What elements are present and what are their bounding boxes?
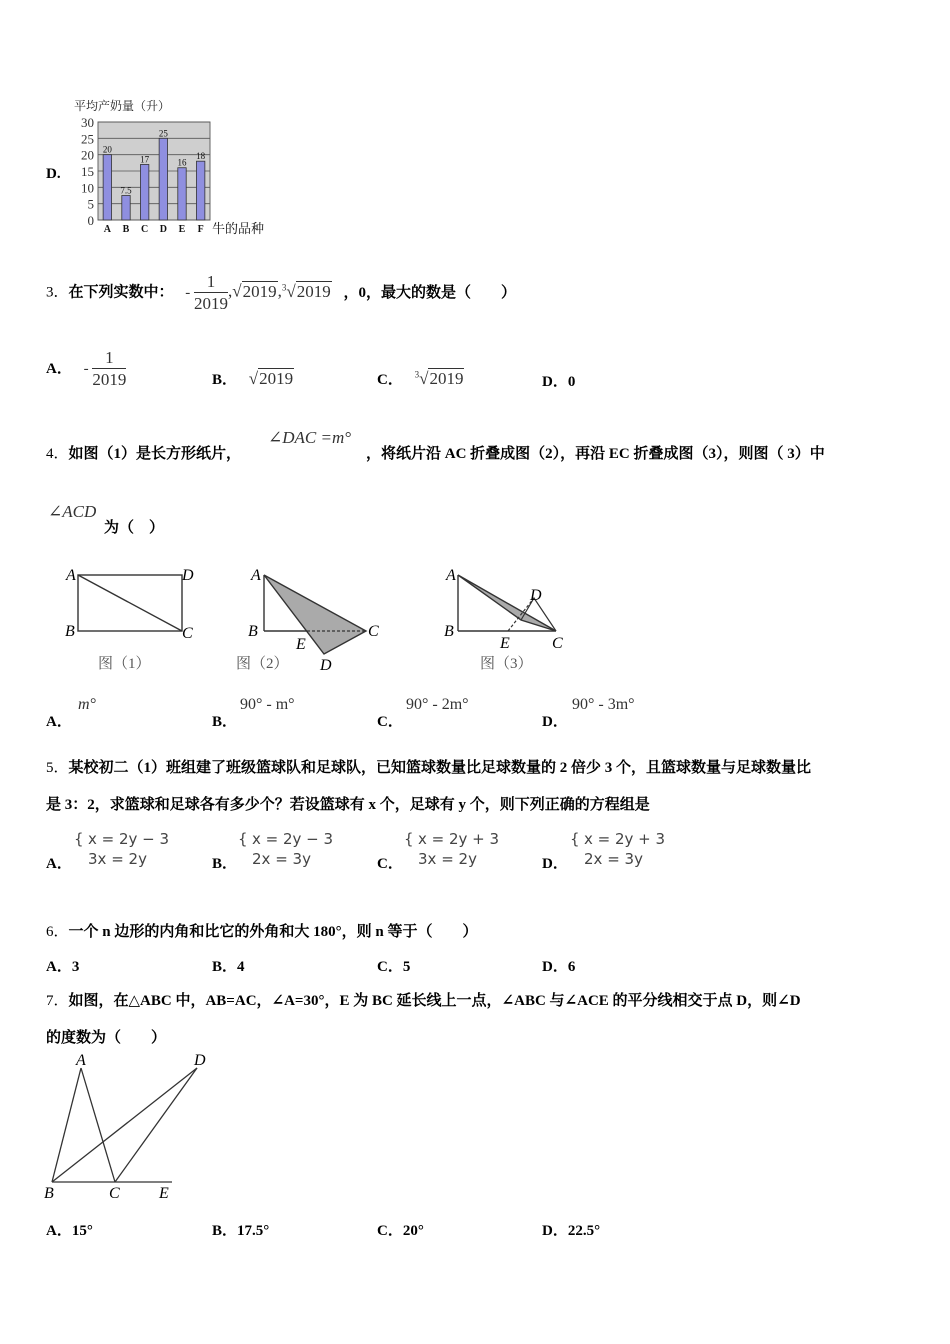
q3-option-a-num: 1 (92, 348, 126, 369)
q4-fig1-label-a: A (66, 567, 76, 584)
q7-side-ab (52, 1068, 81, 1182)
q7-option-a[interactable]: A．15° (46, 1223, 93, 1239)
q4-option-d-label[interactable]: D． (542, 714, 568, 730)
q3-option-b-label: B． (212, 372, 238, 388)
q2-option-d-label: D. (46, 166, 61, 182)
q7-label-d: D (194, 1052, 206, 1069)
q7-label-e: E (159, 1185, 169, 1202)
chart-bar (196, 161, 204, 220)
q3-option-a-den: 2019 (92, 370, 127, 390)
chart-y-tick-label: 5 (87, 196, 94, 212)
q7-side-ac (81, 1068, 115, 1182)
q3-sep2: , (277, 281, 282, 301)
q4-angle-acd: ∠ACD (48, 502, 97, 521)
chart-x-tick-label: D (159, 224, 167, 235)
chart-data-label: 18 (196, 151, 206, 162)
chart-bar (140, 164, 148, 220)
chart-x-tick-label: B (122, 224, 130, 235)
q7-option-c[interactable]: C．20° (377, 1223, 424, 1239)
q7-option-b[interactable]: B．17.5° (212, 1223, 270, 1239)
q7-question-line1 (46, 989, 801, 1010)
q3-option-a-neg: - (83, 361, 89, 377)
q3-sqrt-val: 2019 (242, 281, 277, 301)
q7-bisector-bd (52, 1068, 197, 1182)
q5-line1: 某校初二（1）班组建了班级篮球队和足球队，已知篮球数量比足球数量的 2 倍少 3 个，且篮球数量与足球数量比 (68, 760, 812, 776)
q5-option-c-eq1: x = 2y + 3 (418, 830, 500, 848)
q5-option-d-eq1: x = 2y + 3 (584, 830, 666, 848)
q3-number: 3． (46, 284, 69, 301)
q7-label-b: B (44, 1185, 54, 1202)
q4-figures (56, 560, 596, 680)
q3-prefix: 在下列实数中： (68, 284, 174, 301)
chart-title: 平均产奶量（升） (74, 99, 171, 113)
q7-question-line2: 的度数为（ ） (46, 1030, 167, 1046)
q5-option-b-eq1: x = 2y − 3 (252, 830, 334, 848)
chart-x-tick-label: C (141, 224, 149, 235)
q4-fig1-label-c: C (182, 625, 193, 642)
q6-option-d[interactable]: D．6 (542, 959, 576, 975)
q5-number: 5． (46, 760, 69, 776)
q3-sep1: , (228, 281, 233, 301)
q4-fig2-folded-triangle (264, 575, 366, 654)
q3-option-a-fraction (92, 348, 126, 391)
q4-option-b-label[interactable]: B． (212, 714, 238, 730)
q4-option-a-val: m° (78, 696, 96, 713)
q5-option-b-eq2: 2x = 3y (252, 850, 311, 868)
chart-data-label: 25 (158, 128, 168, 139)
q5-option-a-label[interactable]: A． (46, 856, 72, 872)
q3-option-c-val: 2019 (429, 369, 464, 388)
q7-number: 7． (46, 993, 69, 1009)
q4-option-c-label[interactable]: C． (377, 714, 403, 730)
q7-bisector-cd (115, 1068, 197, 1182)
chart-x-tick-label: A (103, 224, 111, 235)
q5-option-c-system: { x = 2y + 3 3x = 2y (404, 830, 500, 868)
q7-line1: 如图，在△ABC 中，AB=AC，∠A=30°，E 为 BC 延长线上一点，∠ABC 与∠ACE 的平分线相交于点 D，则∠D (68, 993, 801, 1009)
q5-option-a-eq1: x = 2y − 3 (88, 830, 170, 848)
q3-option-b-val: 2019 (259, 369, 294, 388)
q4-fig2-label-d: D (320, 657, 332, 674)
q5-option-a-eq2: 3x = 2y (88, 850, 147, 868)
chart-data-label: 16 (177, 157, 187, 168)
chart-y-tick-label: 20 (81, 147, 94, 163)
q5-option-c-label[interactable]: C． (377, 856, 403, 872)
q6-option-b[interactable]: B．4 (212, 959, 245, 975)
q3-cbrt-index: 3 (281, 282, 287, 292)
q3-option-c-label: C． (377, 372, 403, 388)
q2-bar-chart (70, 96, 280, 238)
q4-fig3-label-a: A (446, 567, 456, 584)
q4-fig1-label-d: D (182, 567, 194, 584)
q4-figure-1 (78, 575, 182, 631)
chart-data-label: 20 (102, 144, 112, 155)
chart-bar (159, 138, 167, 220)
q5-option-a-system: { x = 2y − 3 3x = 2y (74, 830, 170, 868)
q3-frac-den: 2019 (194, 293, 229, 313)
q4-fig3-label-b: B (444, 623, 454, 640)
q3-option-c-index: 3 (414, 369, 420, 380)
q3-option-c-cbrt: $^3$√2019 (414, 369, 464, 388)
q4-fig1-label-b: B (65, 623, 75, 640)
chart-bar (103, 155, 111, 220)
q4-text1: 如图（1）是长方形纸片， (68, 446, 242, 462)
q6-number: 6． (46, 924, 69, 940)
q3-option-d-val: 0 (567, 374, 576, 390)
q5-option-c-eq2: 3x = 2y (418, 850, 477, 868)
q5-option-d-eq2: 2x = 3y (584, 850, 643, 868)
chart-data-label: 17 (140, 154, 150, 165)
q7-option-d[interactable]: D．22.5° (542, 1223, 601, 1239)
q4-fig3-label-e: E (500, 635, 510, 652)
q4-fig1-diagonal (78, 575, 182, 631)
q5-option-b-system: { x = 2y − 3 2x = 3y (238, 830, 334, 868)
q4-fig2-caption: 图（2） (236, 656, 289, 672)
q3-neg-sign: - (185, 284, 191, 301)
q4-fig2-label-c: C (368, 623, 379, 640)
q4-question-line1-tail: ，将纸片沿 AC 折叠成图（2），再沿 EC 折叠成图（3），则图（ 3）中 (366, 446, 825, 462)
chart-y-tick-label: 10 (81, 180, 94, 196)
q7-label-a: A (76, 1052, 86, 1069)
chart-data-label: 7.5 (120, 185, 132, 196)
q5-option-d-system: { x = 2y + 3 2x = 3y (570, 830, 666, 868)
q4-fig2-label-b: B (248, 623, 258, 640)
q4-angle-expr: ∠DAC =m° (268, 428, 352, 447)
q3-suffix: ，0，最大的数是（ ） (343, 284, 516, 301)
q4-fig3-label-c: C (552, 635, 563, 652)
q5-question-line1 (46, 756, 811, 777)
q3-option-d-label: D． (542, 374, 568, 390)
chart-x-tick-label: E (178, 224, 186, 235)
chart-y-tick-label: 25 (81, 131, 94, 147)
q3-option-a[interactable] (46, 346, 126, 392)
q3-option-d[interactable] (542, 370, 575, 391)
q3-frac-num: 1 (194, 272, 228, 293)
q4-fig2-label-a: A (251, 567, 261, 584)
q3-sqrt: √2019 (232, 281, 277, 301)
q5-option-d-label[interactable]: D． (542, 856, 568, 872)
q3-question (46, 262, 516, 312)
q4-number: 4． (46, 446, 69, 462)
q3-option-b[interactable] (212, 368, 294, 389)
q3-option-b-sqrt: √2019 (248, 369, 294, 388)
q7-label-c: C (109, 1185, 120, 1202)
q3-option-a-label: A． (46, 361, 72, 377)
chart-y-tick-label: 0 (87, 213, 94, 228)
q6-option-c[interactable]: C．5 (377, 959, 411, 975)
chart-y-tick-label: 15 (81, 164, 94, 179)
q6-text: 一个 n 边形的内角和比它的外角和大 180°，则 n 等于（ ） (68, 924, 478, 940)
q4-question-line2: 为（ ） (104, 520, 165, 536)
chart-x-tick-label: F (197, 224, 204, 235)
q3-fraction (194, 272, 228, 315)
chart-x-axis-label: 牛的品种 (212, 221, 265, 236)
q4-option-b-val: 90° - m° (240, 696, 295, 713)
q6-option-a[interactable]: A．3 (46, 959, 80, 975)
q3-cbrt-val: 2019 (296, 281, 331, 301)
chart-bar (178, 168, 186, 220)
q4-question-line1 (46, 442, 241, 463)
q7-figure (40, 1050, 220, 1205)
q4-fig2-label-e: E (296, 636, 306, 653)
q3-cbrt: $^3$√2019 (281, 281, 331, 301)
q4-fig3-caption: 图（3） (480, 656, 533, 672)
q5-question-line2: 是 3：2，求篮球和足球各有多少个？若设篮球有 x 个，足球有 y 个，则下列正确的方程组是 (46, 797, 650, 813)
q4-figure-2 (264, 575, 366, 654)
q4-option-d-val: 90° - 3m° (572, 696, 635, 713)
chart-bar (122, 196, 130, 221)
q4-fig3-label-d: D (530, 587, 542, 604)
q5-option-b-label[interactable]: B． (212, 856, 238, 872)
q4-option-c-val: 90° - 2m° (406, 696, 469, 713)
q3-option-c[interactable] (377, 368, 464, 389)
chart-y-tick-label: 30 (81, 115, 94, 130)
q4-fig1-caption: 图（1） (98, 656, 151, 672)
q4-option-a-label[interactable]: A． (46, 714, 72, 730)
q6-question (46, 920, 477, 941)
